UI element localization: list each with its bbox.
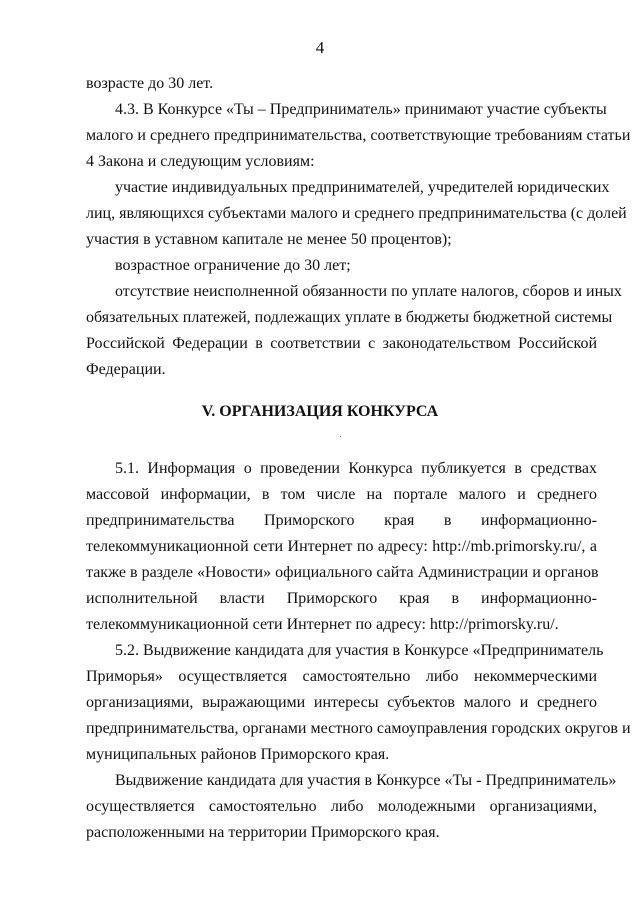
scan-speck <box>340 436 341 437</box>
text-line: лиц, являющихся субъектами малого и среднего предпринимательства (с долей <box>86 205 627 222</box>
text-line: участия в уставном капитале не менее 50 процентов); <box>86 231 452 248</box>
page-number: 4 <box>315 38 325 57</box>
text-line: 5.2. Выдвижение кандидата для участия в Конкурсе «Предприниматель <box>115 642 604 659</box>
text-line: организациями, выражающими интересы субъектов малого и среднего <box>86 694 597 711</box>
text-line: 5.1. Информация о проведении Конкурса публикуется в средствах <box>115 460 597 477</box>
text-line: муниципальных районов Приморского края. <box>86 746 390 763</box>
text-line: обязательных платежей, подлежащих уплате в бюджеты бюджетной системы <box>86 309 613 326</box>
text-line: 4.3. В Конкурсе «Ты – Предприниматель» принимают участие субъекты <box>115 101 607 118</box>
text-line: предпринимательства Приморского края в информационно- <box>86 512 597 529</box>
text-line: исполнительной власти Приморского края в информационно- <box>86 590 597 607</box>
text-line: малого и среднего предпринимательства, соответствующие требованиям статьи <box>86 127 631 144</box>
section-heading: V. ОРГАНИЗАЦИЯ КОНКУРСА <box>201 403 439 420</box>
text-line: возрасте до 30 лет. <box>86 75 214 92</box>
text-line: 4 Закона и следующим условиям: <box>86 153 315 170</box>
text-line: Приморья» осуществляется самостоятельно либо некоммерческими <box>86 668 597 685</box>
text-line: предпринимательства, органами местного самоуправления городских округов и <box>86 720 631 737</box>
text-line: Федерации. <box>86 361 166 378</box>
text-line: осуществляется самостоятельно либо молодежными организациями, <box>86 798 597 815</box>
text-line: телекоммуникационной сети Интернет по адресу: http://mb.primorsky.ru/, а <box>86 538 597 555</box>
text-line: участие индивидуальных предпринимателей, учредителей юридических <box>115 179 610 196</box>
text-line: Российской Федерации в соответствии с законодательством Российской <box>86 335 597 352</box>
text-line: телекоммуникационной сети Интернет по адресу: http://primorsky.ru/. <box>86 616 559 633</box>
text-line: Выдвижение кандидата для участия в Конкурсе «Ты - Предприниматель» <box>115 772 617 789</box>
text-line: расположенными на территории Приморского края. <box>86 824 440 841</box>
text-line: отсутствие неисполненной обязанности по уплате налогов, сборов и иных <box>115 283 622 300</box>
text-line: также в разделе «Новости» официального сайта Администрации и органов <box>86 564 599 581</box>
text-line: возрастное ограничение до 30 лет; <box>115 257 351 274</box>
text-line: массовой информации, в том числе на портале малого и среднего <box>86 486 597 503</box>
